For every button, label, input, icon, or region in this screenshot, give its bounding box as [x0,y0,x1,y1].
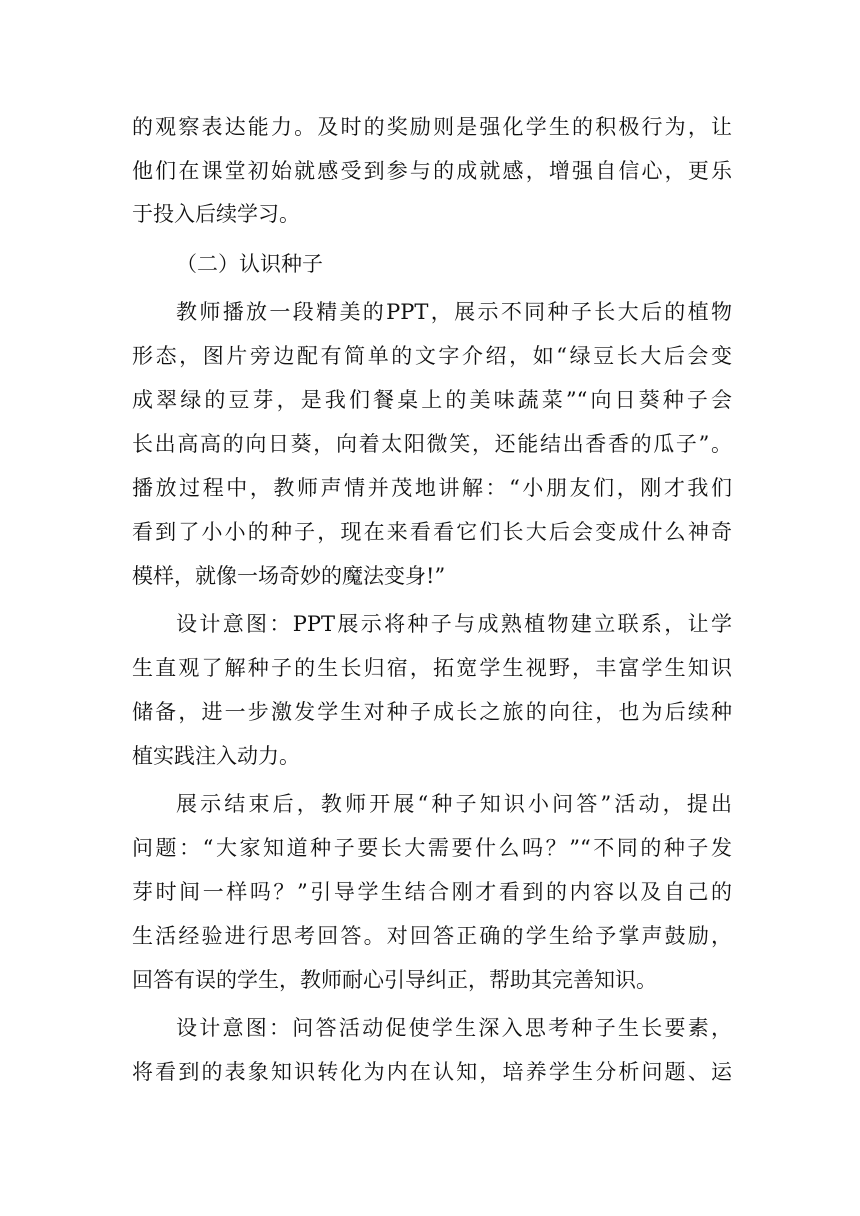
text-line: 回答有误的学生，教师耐心引导纠正，帮助其完善知识。 [132,968,657,992]
text-line: 储备，进一步激发学生对种子成长之旅的向往，也为后续种 [132,700,732,724]
text-line: 长出高高的向日葵，向着太阳微笑，还能结出香香的瓜子”。 [132,432,732,456]
text-line: 看到了小小的种子，现在来看看它们长大后会变成什么神奇 [132,520,732,544]
text-line: 的观察表达能力。及时的奖励则是强化学生的积极行为，让 [132,115,732,139]
text-line: 问题：“大家知道种子要长大需要什么吗？”“不同的种子发 [132,836,732,860]
text-line: 植实践注入动力。 [132,744,300,768]
text-line: 他们在课堂初始就感受到参与的成就感，增强自信心，更乐 [132,159,732,183]
text-line: 教师播放一段精美的PPT，展示不同种子长大后的植物 [176,300,732,324]
text-line: 模样，就像一场奇妙的魔法变身!” [132,564,446,588]
text-line: 芽时间一样吗？”引导学生结合刚才看到的内容以及自己的 [132,880,732,904]
text-line: 播放过程中，教师声情并茂地讲解：“小朋友们，刚才我们 [132,476,732,500]
text-line: 形态，图片旁边配有简单的文字介绍，如“绿豆长大后会变 [132,344,732,368]
text-line: 于投入后续学习。 [132,202,300,226]
text-line: 成翠绿的豆芽，是我们餐桌上的美味蔬菜”“向日葵种子会 [132,388,732,412]
text-line: 设计意图：PPT展示将种子与成熟植物建立联系，让学 [176,612,732,636]
text-line: 生活经验进行思考回答。对回答正确的学生给予掌声鼓励， [132,924,732,948]
section-heading: （二）认识种子 [176,252,323,276]
text-line: 生直观了解种子的生长归宿，拓宽学生视野，丰富学生知识 [132,656,732,680]
text-line: 展示结束后，教师开展“种子知识小问答”活动，提出 [176,792,732,816]
text-line: 将看到的表象知识转化为内在认知，培养学生分析问题、运 [132,1060,732,1084]
text-line: 设计意图：问答活动促使学生深入思考种子生长要素， [176,1016,732,1040]
